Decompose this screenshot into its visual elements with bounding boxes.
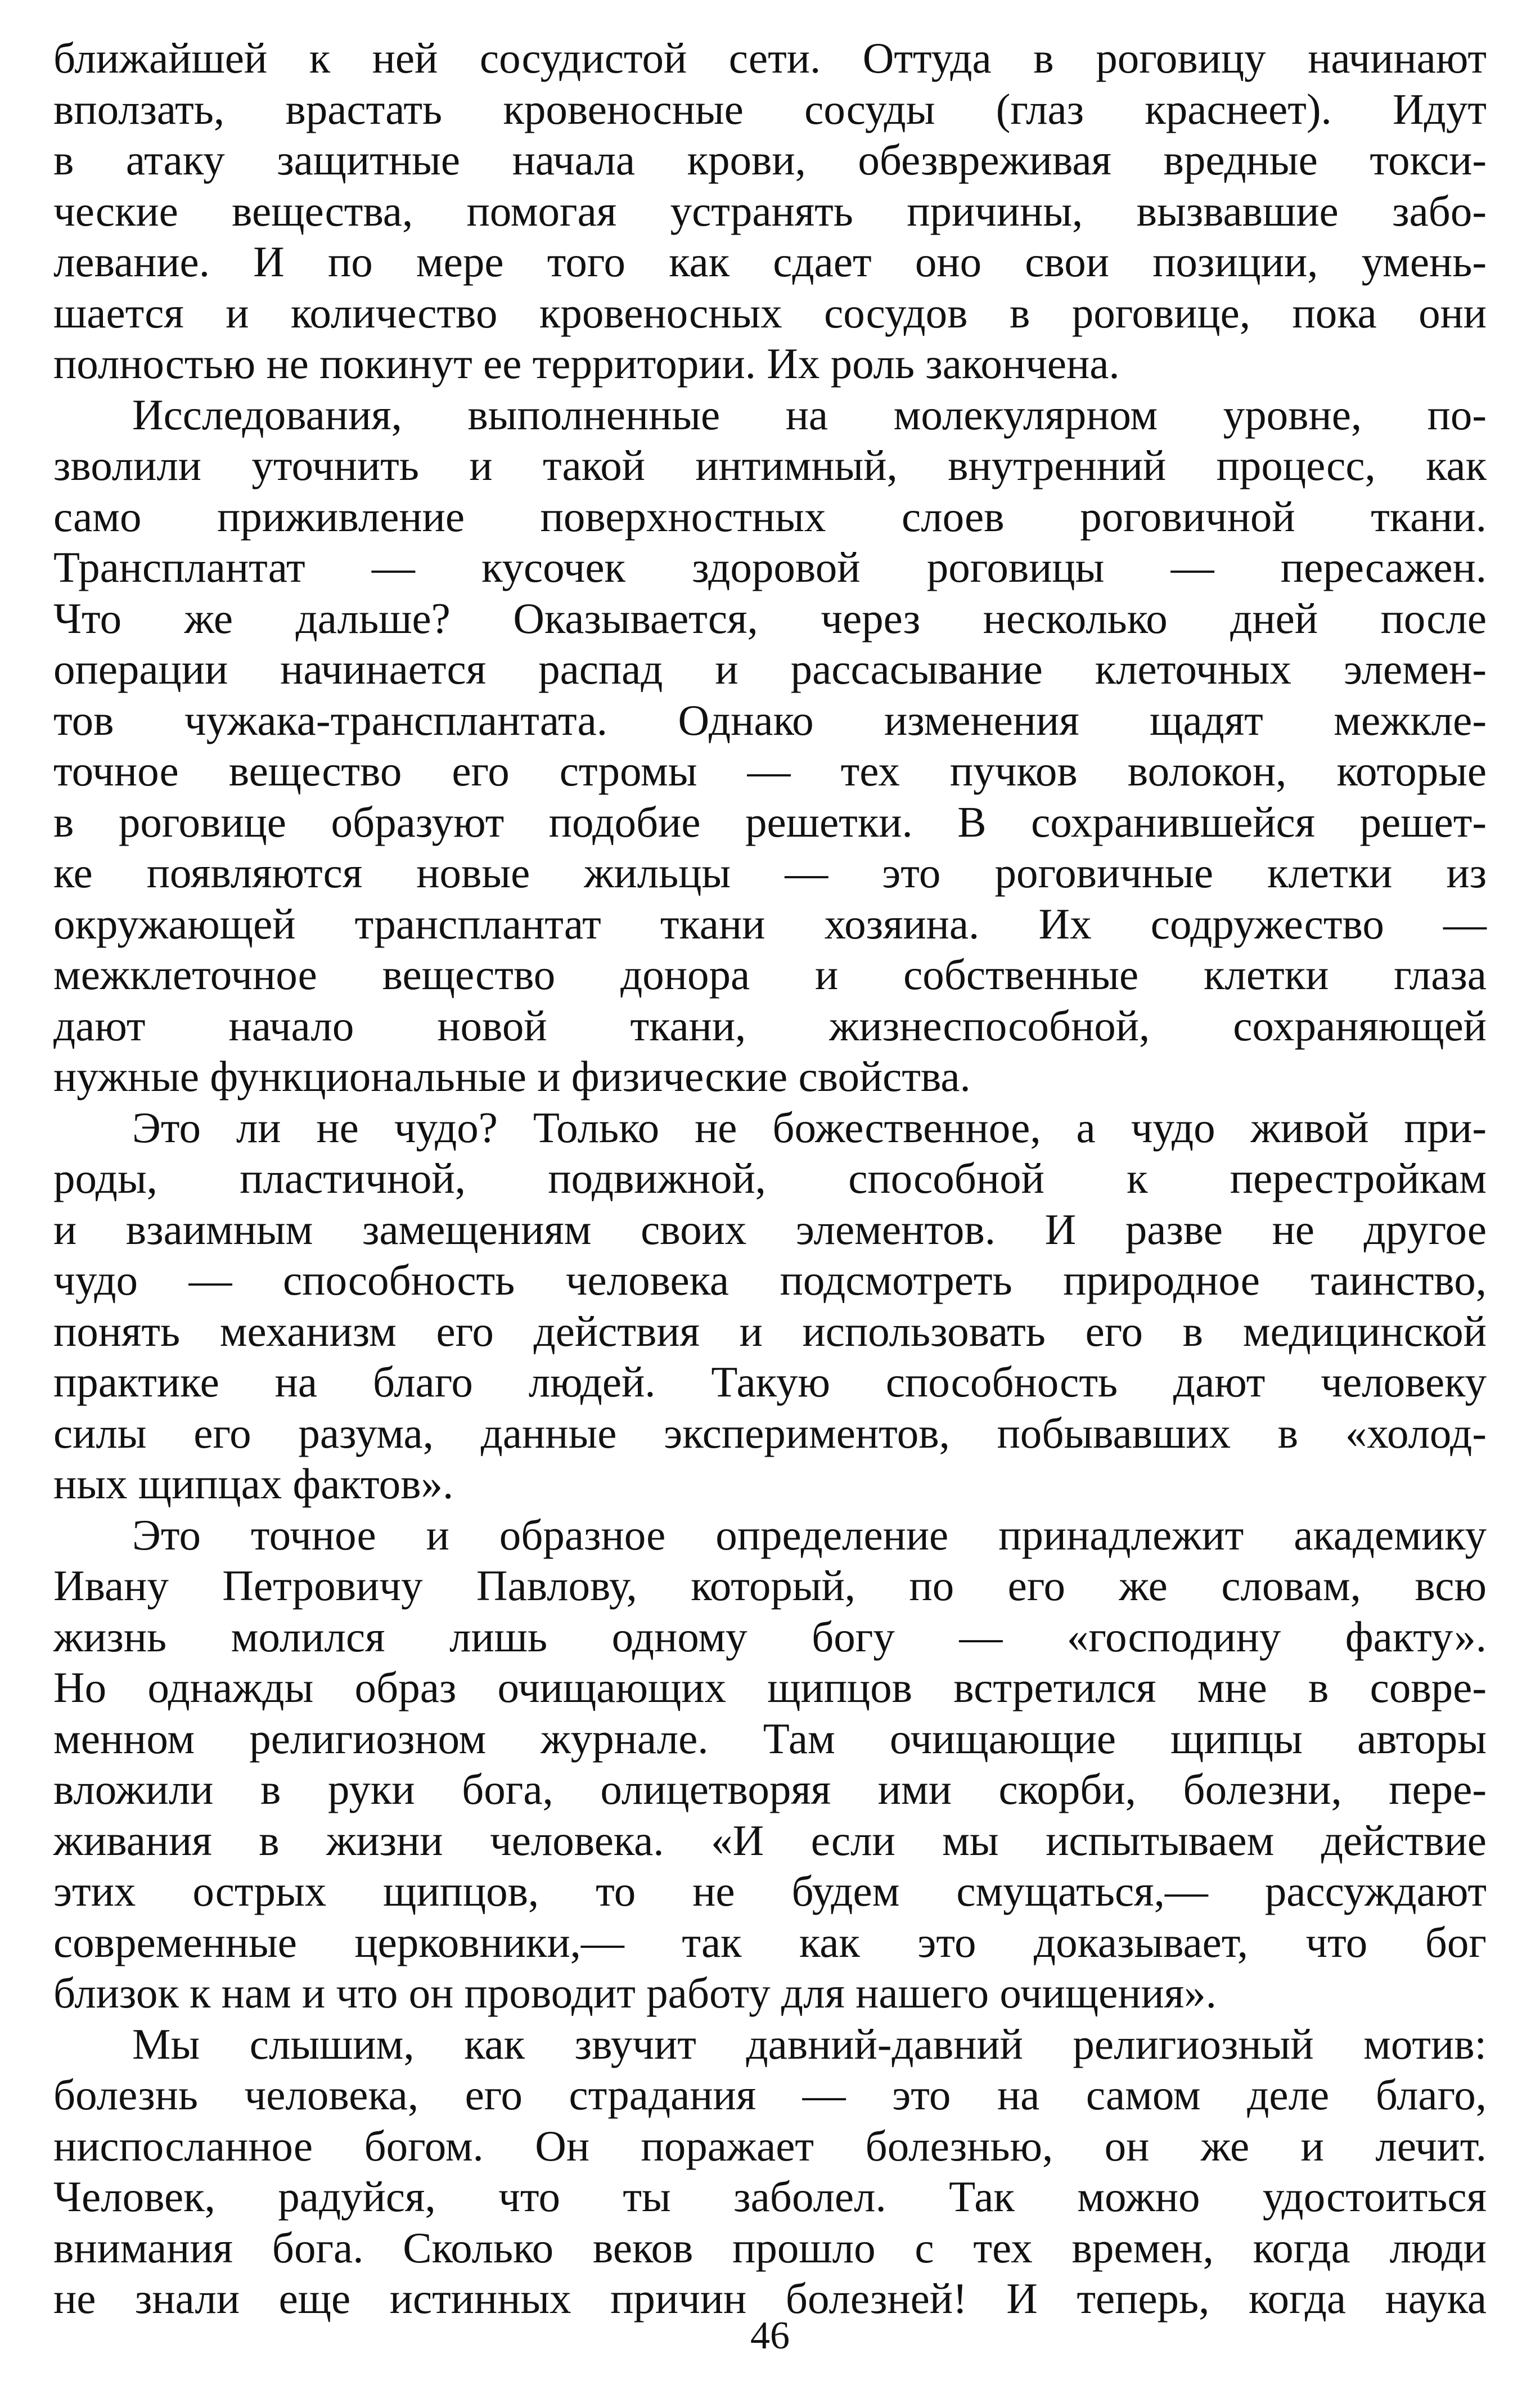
text-line: близок к нам и что он проводит работу для нашего очищения». bbox=[53, 1969, 1217, 2017]
text-line: левание. И по мере того как сдает оно свои позиции, умень- bbox=[53, 237, 1487, 286]
text-line: силы его разума, данные экспериментов, побывавших в «холод- bbox=[53, 1408, 1487, 1457]
text-line: болезнь человека, его страдания — это на самом деле благо, bbox=[53, 2070, 1487, 2119]
text-line: менном религиозном журнале. Там очищающие щипцы авторы bbox=[53, 1714, 1487, 1763]
paragraph bbox=[53, 33, 1487, 389]
text-line: в атаку защитные начала крови, обезвреживая вредные токси- bbox=[53, 136, 1487, 184]
text-line: вползать, врастать кровеносные сосуды (глаз краснеет). Идут bbox=[53, 84, 1487, 133]
text-line: ческие вещества, помогая устранять причины, вызвавшие забо- bbox=[53, 186, 1487, 235]
text-line: в роговице образуют подобие решетки. В сохранившейся решет- bbox=[53, 797, 1487, 846]
paragraph bbox=[53, 1102, 1487, 1510]
text-line: Что же дальше? Оказывается, через несколько дней после bbox=[53, 594, 1487, 643]
page-number: 46 bbox=[750, 2314, 790, 2357]
text-line: Исследования, выполненные на молекулярном уровне, по- bbox=[132, 390, 1487, 439]
text-line: ных щипцах фактов». bbox=[53, 1459, 454, 1508]
paragraph bbox=[53, 389, 1487, 1102]
text-line: этих острых щипцов, то не будем смущаться,— рассуждают bbox=[53, 1867, 1487, 1915]
text-line: ближайшей к ней сосудистой сети. Оттуда в роговицу начинают bbox=[53, 34, 1487, 82]
paragraph bbox=[53, 2019, 1487, 2324]
text-line: Человек, радуйся, что ты заболел. Так можно удостоиться bbox=[53, 2172, 1487, 2221]
text-line: и взаимным замещениям своих элементов. И разве не другое bbox=[53, 1205, 1487, 1254]
text-line: ке появляются новые жильцы — это роговичные клетки из bbox=[53, 848, 1487, 897]
text-line: Это ли не чудо? Только не божественное, а чудо живой при- bbox=[132, 1103, 1487, 1152]
text-line: окружающей трансплантат ткани хозяина. Их содружество — bbox=[53, 899, 1487, 948]
text-line: практике на благо людей. Такую способность дают человеку bbox=[53, 1358, 1487, 1406]
text-line: вложили в руки бога, олицетворяя ими скорби, болезни, пере- bbox=[53, 1765, 1487, 1813]
text-line: Мы слышим, как звучит давний-давний религиозный мотив: bbox=[132, 2019, 1487, 2068]
text-line: Но однажды образ очищающих щипцов встретился мне в совре- bbox=[53, 1663, 1487, 1712]
body-text bbox=[53, 33, 1487, 2324]
text-line: Ивану Петровичу Павлову, который, по его же словам, всю bbox=[53, 1561, 1487, 1610]
text-line: жизнь молился лишь одному богу — «господину факту». bbox=[53, 1612, 1487, 1661]
text-line: тов чужака-трансплантата. Однако изменения щадят межкле- bbox=[53, 695, 1487, 744]
text-line: внимания бога. Сколько веков прошло с тех времен, когда люди bbox=[53, 2223, 1487, 2272]
text-line: нужные функциональные и физические свойства. bbox=[53, 1052, 971, 1101]
text-line: операции начинается распад и рассасывание клеточных элемен- bbox=[53, 645, 1487, 693]
text-line: роды, пластичной, подвижной, способной к перестройкам bbox=[53, 1154, 1487, 1202]
text-line: межклеточное вещество донора и собственные клетки глаза bbox=[53, 950, 1487, 999]
text-line: полностью не покинут ее территории. Их роль закончена. bbox=[53, 339, 1120, 388]
text-line: само приживление поверхностных слоев роговичной ткани. bbox=[53, 492, 1487, 541]
text-line: ниспосланное богом. Он поражает болезнью, он же и лечит. bbox=[53, 2121, 1487, 2170]
text-line: дают начало новой ткани, жизнеспособной, сохраняющей bbox=[53, 1001, 1487, 1050]
paragraph bbox=[53, 1510, 1487, 2019]
text-line: не знали еще истинных причин болезней! И теперь, когда наука bbox=[53, 2274, 1487, 2323]
text-line: понять механизм его действия и использовать его в медицинской bbox=[53, 1306, 1487, 1355]
text-line: чудо — способность человека подсмотреть природное таинство, bbox=[53, 1256, 1487, 1304]
text-line: современные церковники,— так как это доказывает, что бог bbox=[53, 1917, 1487, 1966]
text-line: шается и количество кровеносных сосудов в роговице, пока они bbox=[53, 288, 1487, 337]
text-line: Это точное и образное определение принадлежит академику bbox=[132, 1510, 1487, 1559]
text-line: Трансплантат — кусочек здоровой роговицы — пересажен. bbox=[53, 543, 1487, 591]
text-line: живания в жизни человека. «И если мы испытываем действие bbox=[53, 1816, 1487, 1865]
text-line: зволили уточнить и такой интимный, внутренний процесс, как bbox=[53, 441, 1487, 489]
text-line: точное вещество его стромы — тех пучков волокон, которые bbox=[53, 747, 1487, 795]
